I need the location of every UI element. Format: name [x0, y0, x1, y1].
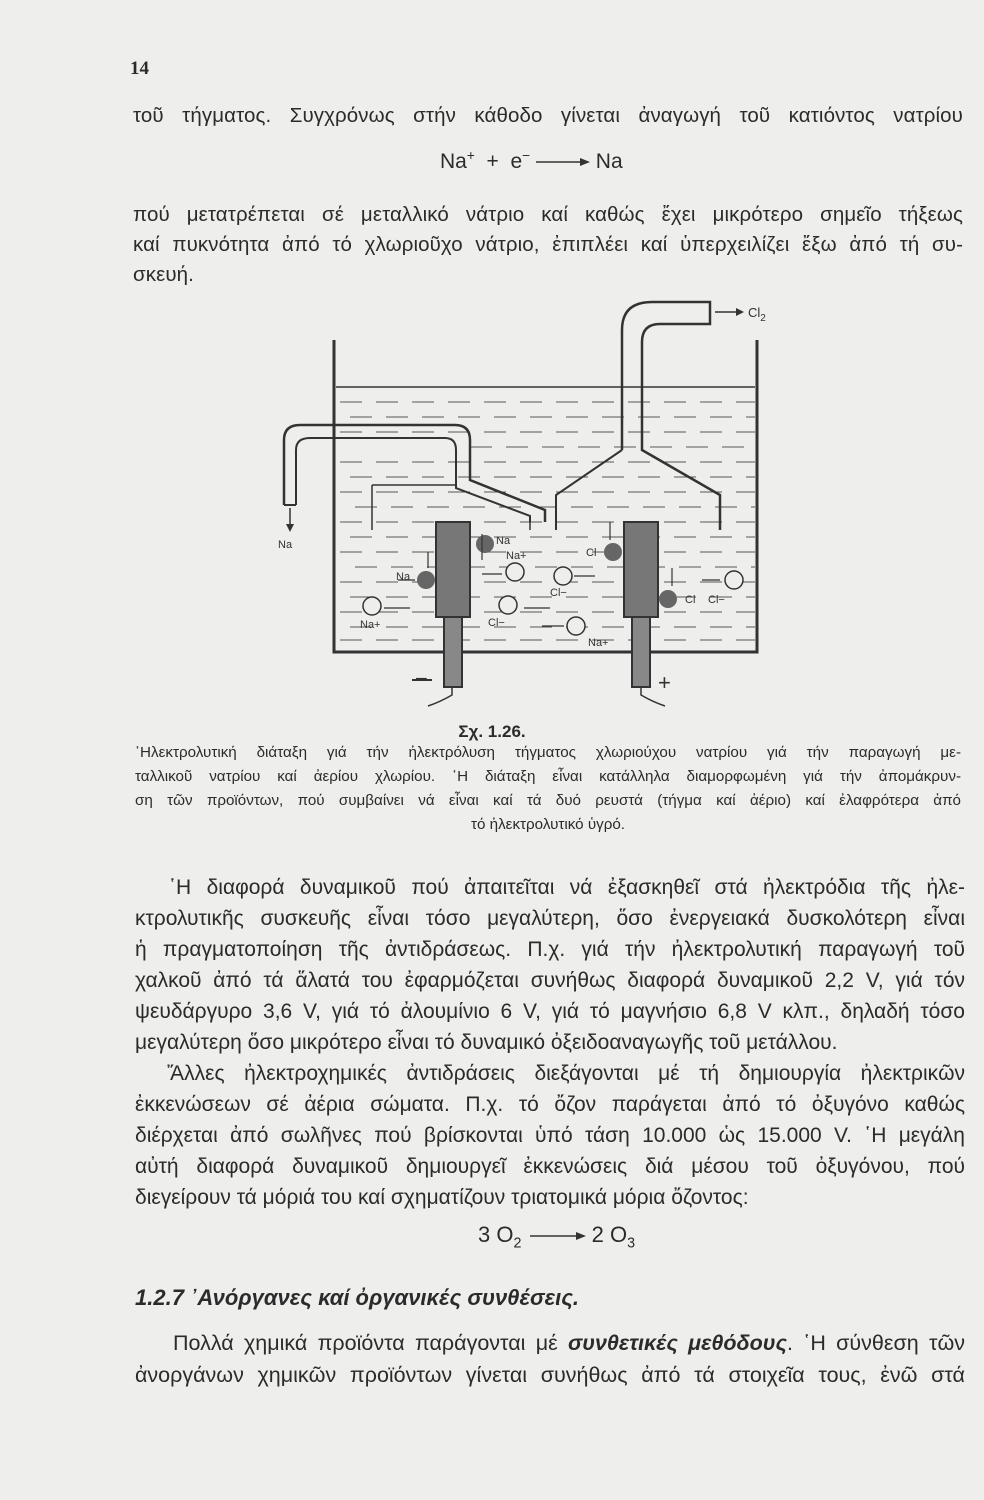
label-cl2-text: Cl	[748, 305, 761, 320]
cl-atom	[604, 543, 622, 561]
eq-plus: +	[486, 150, 499, 173]
eq-o3-sub: 3	[627, 1235, 636, 1252]
label-minus: −	[415, 666, 428, 691]
label-cl: Cl	[685, 594, 696, 606]
final-line1-end: . ῾Η σύνθεση τῶν	[786, 1331, 966, 1355]
arrow-icon	[528, 1230, 586, 1242]
label-na-plus: Na+	[360, 619, 381, 631]
text-line: σκευή.	[133, 263, 194, 286]
label-na-plus: Na+	[588, 637, 609, 649]
emphasis-synthetic-methods: συνθετικές μεθόδους	[567, 1331, 787, 1355]
text-line: ψευδάργυρο 3,6 V, γιά τό ἀλουμίνιο 6 V, γιά τό μαγνήσιο 6,8 V κλπ., δηλαδή τόσο	[135, 1000, 965, 1023]
text-line: κτρολυτικῆς συσκευῆς εἶναι τόσο μεγαλύτερη, ὅσο ἐνεργειακά δυσκολότερη εἶναι	[135, 907, 965, 930]
text-line	[135, 1328, 965, 1359]
na-atom	[417, 571, 435, 589]
label-cl-minus: Cl−	[488, 617, 505, 629]
label-na: Na	[396, 571, 411, 583]
text-line: καί πυκνότητα ἀπό τό χλωριοῦχο νάτριο, ἐπιπλέει καί ὑπερχειλίζει ἔξω ἀπό τή συ-	[133, 233, 963, 256]
caption-line: ση τῶν προϊόντων, πού συμβαίνει νά εἶναι καί τά δυό ρευστά (τήγμα καί ἀέριο) καί ἐλαφρότερα ἀπό	[135, 792, 961, 809]
caption-line: τό ἠλεκτρολυτικό ὑγρό.	[470, 816, 626, 833]
text-line: τοῦ τήγματος. Συγχρόνως στήν κάθοδο γίνεται ἀναγωγή τοῦ κατιόντος νατρίου	[133, 104, 963, 127]
figure-caption-title: Σχ. 1.26.	[458, 722, 526, 741]
text-line: διεγείρουν τά μόριά του καί σχηματίζουν τριατομικά μόρια ὄζοντος:	[135, 1186, 749, 1209]
na-ion	[506, 563, 524, 581]
text-line: ἀνοργάνων χημικῶν προϊόντων γίνεται συνήθως ἀπό τά στοιχεῖα τους, ἐνῶ στά	[135, 1363, 965, 1387]
label-cl-minus: Cl−	[708, 594, 725, 606]
label-cl2	[748, 305, 766, 324]
section-heading: 1.2.7 ᾿Ανόργανες καί ὀργανικές συνθέσεις.	[135, 1285, 580, 1310]
caption-line: ῾Ηλεκτρολυτική διάταξη γιά τήν ἠλεκτρόλυση τήγματος χλωριούχου νατρίου γιά τήν παραγωγή με-	[135, 744, 961, 761]
eq-electron-charge: −	[522, 148, 531, 163]
na-ion	[363, 597, 381, 615]
label-na-out: Na	[278, 539, 293, 551]
text-line: Ἄλλες ἠλεκτροχημικές ἀντιδράσεις διεξάγονται μέ τή δημιουργία ἠλεκτρικῶν	[167, 1062, 965, 1085]
label-cl: Cl	[586, 547, 597, 559]
eq-o2: 3 O	[478, 1222, 514, 1247]
text-line: χαλκοῦ ἀπό τά ἅλατά του ἐφαρμόζεται συνήθως διαφορά δυναμικοῦ 2,2 V, γιά τόν	[135, 969, 965, 992]
cl-ion	[554, 567, 572, 585]
text-line: αὐτή διαφορά δυναμικοῦ δημιουργεῖ ἐκκενώσεις διά μέσου τοῦ ὀξυγόνου, πού	[135, 1155, 965, 1178]
cl-ion	[725, 571, 743, 589]
eq-na: Na	[440, 150, 467, 173]
page-number: 14	[130, 58, 149, 79]
text-line: ἡ πραγματοποίηση τῆς ἀντιδράσεως. Π.χ. γιά τήν ἠλεκτρολυτική παραγωγή τοῦ	[135, 938, 965, 961]
na-ion	[499, 596, 517, 614]
eq-na-product: Na	[595, 150, 623, 173]
label-cl-minus: Cl−	[550, 587, 567, 599]
chlorine-outlet	[622, 302, 720, 530]
caption-line: ταλλικοῦ νατρίου καί ἀερίου χλωρίου. ῾Η διάταξη εἶναι κατάλληλα διαμορφωμένη γιά τήν ἀπομάκρυν-	[135, 768, 961, 785]
text-line: διέρχεται ἀπό σωλῆνες πού βρίσκονται ὑπό τάση 10.000 ὡς 15.000 V. ῾Η μεγάλη	[135, 1124, 965, 1147]
label-na-plus: Na+	[506, 550, 527, 562]
eq-o3: 2 O	[591, 1222, 628, 1247]
na-atom	[476, 535, 494, 553]
equation-sodium-reduction	[440, 148, 623, 174]
eq-electron: e	[510, 150, 523, 173]
eq-o2-sub: 2	[513, 1235, 522, 1252]
electrolysis-diagram	[260, 290, 800, 720]
final-line1-start: Πολλά χημικά προϊόντα παράγονται μέ	[173, 1331, 568, 1355]
equation-ozone	[478, 1222, 635, 1251]
label-plus: +	[658, 670, 671, 695]
text-line: ἐκκενώσεων σέ ἀέρια σώματα. Π.χ. τό ὄζον παράγεται ἀπό τό ὀξυγόνο καθώς	[135, 1093, 965, 1116]
label-na: Na	[496, 535, 511, 547]
text-line: πού μετατρέπεται σέ μεταλλικό νάτριο καί καθώς ἔχει μικρότερο σημεῖο τήξεως	[133, 203, 963, 226]
text-line: ῾Η διαφορά δυναμικοῦ πού ἀπαιτεῖται νά ἐξασκηθεῖ στά ἠλεκτρόδια τῆς ἠλε-	[169, 876, 965, 899]
label-cl2-sub: 2	[760, 313, 766, 324]
text-line: μεγαλύτερη ὅσο μικρότερο εἶναι τό δυναμικό ὀξειδοαναγωγῆς τοῦ μετάλλου.	[135, 1031, 838, 1054]
cl-atom	[659, 590, 677, 608]
eq-na-charge: +	[466, 148, 475, 163]
arrow-icon	[536, 156, 590, 168]
cl-ion	[567, 617, 585, 635]
